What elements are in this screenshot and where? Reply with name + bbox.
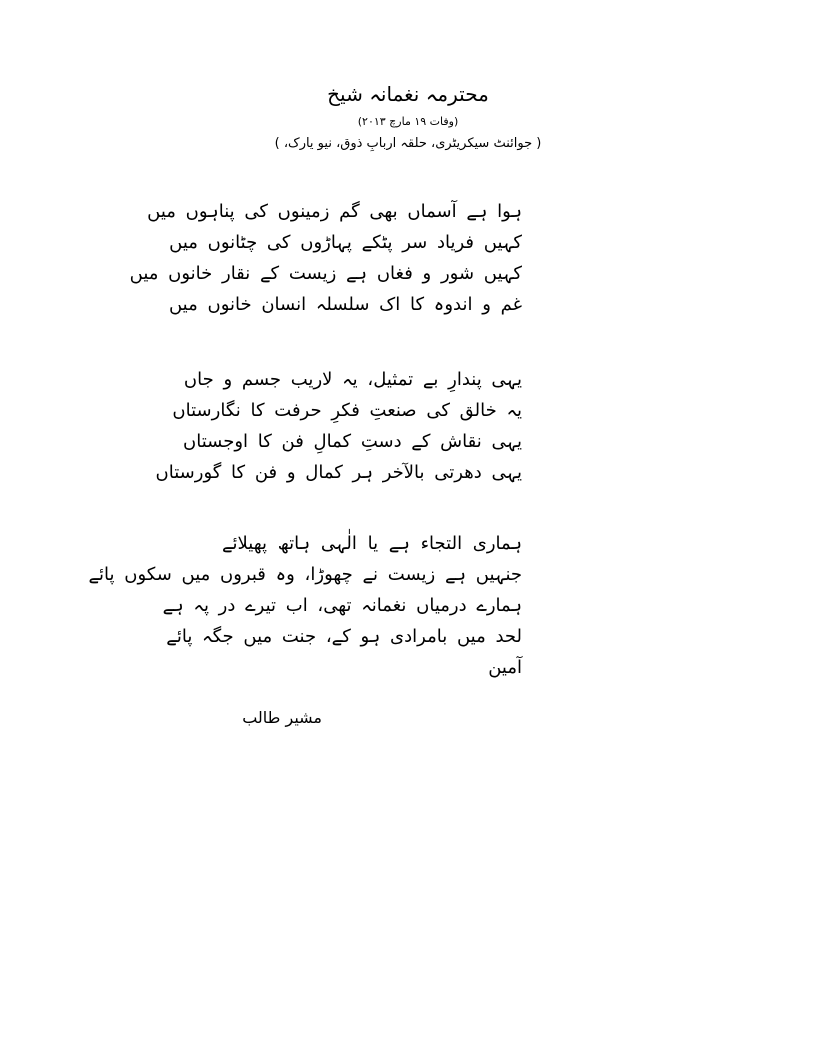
verse-line: ہمارے درمیاں نغمانہ تھی، اب تیرے در پہ ہے [162, 595, 522, 616]
verse-line: لحد میں بامرادی ہو کے، جنت میں جگہ پائے [166, 626, 522, 647]
verse-line: جنہیں ہے زیست نے چھوڑا، وہ قبروں میں سکوں پائے [88, 564, 522, 585]
closing-word: آمین [488, 657, 522, 678]
verse-line: غم و اندوہ کا اک سلسلہ انسان خانوں میں [168, 294, 522, 315]
author-signature: مشیر طالب [242, 708, 322, 727]
verse-line: یہی دھرتی بالآخر ہر کمال و فن کا گورستاں [155, 462, 522, 483]
verse-line: ہماری التجاء ہے یا الٰہی ہاتھ پھیلائے [222, 533, 522, 554]
verse-line: کہیں شور و فغاں ہے زیست کے نقار خانوں میں [129, 263, 522, 284]
stanza-3 [88, 528, 522, 683]
poem-title: محترمہ نغمانہ شیخ [327, 82, 489, 106]
stanza-2 [155, 364, 522, 488]
verse-line: کہیں فریاد سر پٹکے پہاڑوں کی چٹانوں میں [169, 232, 522, 253]
verse-line: یہی پندارِ بے تمثیل، یہ لاریب جسم و جاں [183, 369, 522, 390]
verse-line: ہوا ہے آسماں بھی گم زمینوں کی پناہوں میں [147, 201, 522, 222]
death-date: (وفات ۱۹ مارچ ۲۰۱۳) [357, 115, 459, 128]
role-description: ( جوائنٹ سیکریٹری، حلقہ اربابِ ذوق، نیو یارک، ) [274, 136, 542, 151]
stanza-1 [129, 196, 522, 320]
verse-line: یہی نقاش کے دستِ کمالِ فن کا اوجستاں [183, 431, 522, 452]
verse-line: یہ خالق کی صنعتِ فکرِ حرفت کا نگارستاں [172, 400, 522, 421]
